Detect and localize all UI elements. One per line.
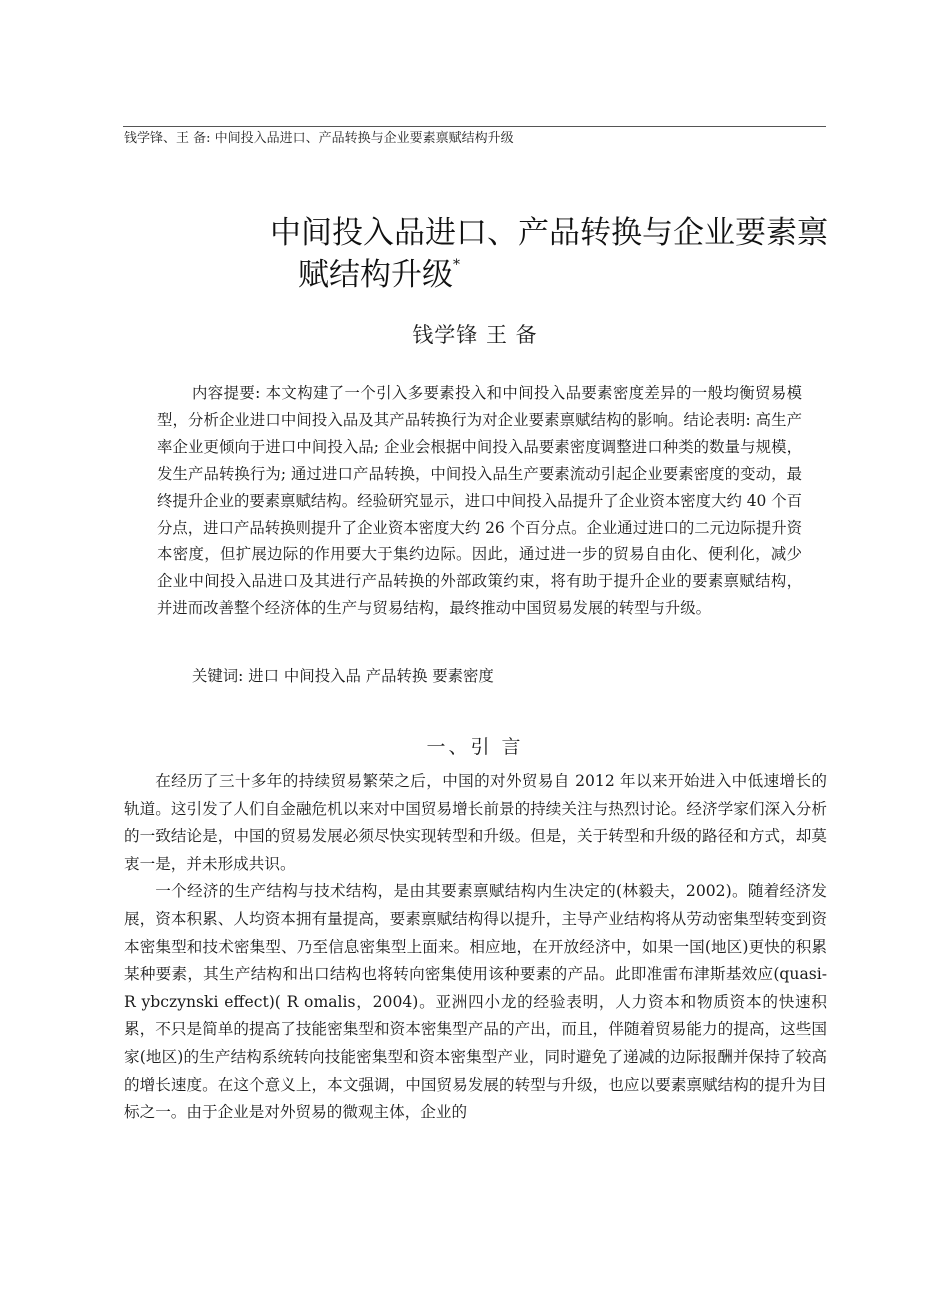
authors: 钱学锋 王 备: [412, 323, 538, 347]
abstract-text: 内容提要: 本文构建了一个引入多要素投入和中间投入品要素密度差异的一般均衡贸易模型，分析企业进口中间投入品及其产品转换行为对企业要素禀赋结构的影响。结论表明: 高生产率企业更倾向于进口中间投入品; 企业会根据中间投入品要素密度调整进口种类的数量与规模，发生产品转换行为; 通过进口产品转换，中间投入品生产要素流动引起企业要素密度的变动，最终提升企业的要素禀赋结构。经验研究显示，进口中间投入品提升了企业资本密度大约 40 个百分点，进口产品转换则提升了企业资本密度大约 26 个百分点。企业通过进口的二元边际提升资本密度，但扩展边际的作用要大于集约边际。因此，通过进一步的贸易自由化、便利化，减少企业中间投入品进口及其进行产品转换的外部政策约束，将有助于提升企业的要素禀赋结构，并进而改善整个经济体的生产与贸易结构，最终推动中国贸易发展的转型与升级。: [157, 384, 803, 618]
title-line-2: [270, 254, 840, 296]
abstract: [157, 380, 802, 622]
body-paragraph-1: 在经历了三十多年的持续贸易繁荣之后，中国的对外贸易自 2012 年以来开始进入中低速增长的轨道。这引发了人们自金融危机以来对中国贸易增长前景的持续关注与热烈讨论。经济学家们深入分析的一致结论是，中国的贸易发展必须尽快实现转型和升级。但是，关于转型和升级的路径和方式，却莫衷一是，并未形成共识。: [124, 772, 827, 873]
header-rule: [123, 126, 826, 127]
title-line-1: 中间投入品进口、产品转换与企业要素禀: [270, 215, 828, 251]
article-title: [270, 212, 840, 296]
section-heading-introduction: 一、引 言: [426, 736, 524, 758]
body-paragraph-2: 一个经济的生产结构与技术结构，是由其要素禀赋结构内生决定的(林毅夫，2002)。随着经济发展，资本积累、人均资本拥有量提高，要素禀赋结构得以提升，主导产业结构将从劳动密集型转变到资本密集型和技术密集型、乃至信息密集型上面来。相应地，在开放经济中，如果一国(地区)更快的积累某种要素，其生产结构和出口结构也将转向密集使用该种要素的产品。此即准雷布津斯基效应(quasi- R ybczynski effect)( R omalis，2004)。亚洲四小龙的经验表明，人力资本和物质资本的快速积累，不只是简单的提高了技能密集型和资本密集型产品的产出，而且，伴随着贸易能力的提高，这些国家(地区)的生产结构系统转向技能密集型和资本密集型产业，同时避免了递减的边际报酬并保持了较高的增长速度。在这个意义上，本文强调，中国贸易发展的转型与升级，也应以要素禀赋结构的提升为目标之一。由于企业是对外贸易的微观主体，企业的: [124, 882, 827, 1122]
section-body: [124, 768, 827, 1127]
running-header: 钱学锋、王 备: 中间投入品进口、产品转换与企业要素禀赋结构升级: [124, 131, 514, 146]
keywords: 关键词: 进口 中间投入品 产品转换 要素密度: [192, 667, 494, 685]
title-footnote-mark: *: [453, 257, 460, 273]
abstract-indent: [157, 384, 192, 402]
title-line-2-text: 赋结构升级: [298, 257, 453, 293]
